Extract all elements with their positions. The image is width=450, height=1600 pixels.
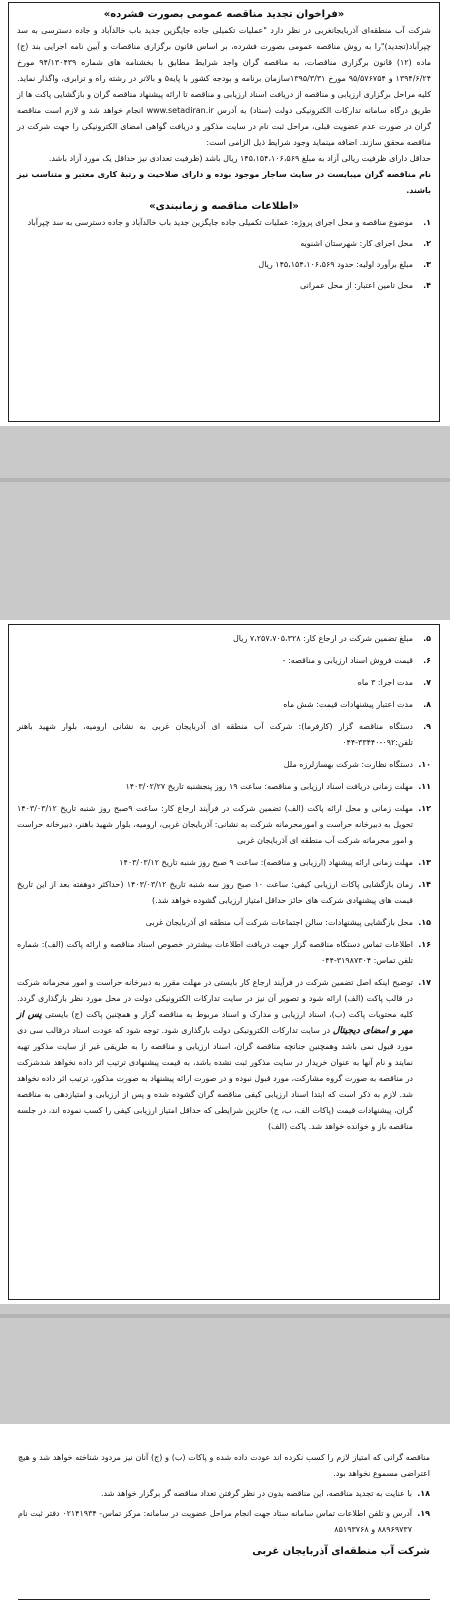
notice-intro: شرکت آب منطقه‌ای آذربایجانغربی در نظر دارد "عملیات تکمیلی جاده جایگزین جدید باب خالدآباد و جاده دسترسی به سد چپرآباد(تجدید)"را به روش مناقصه عمومی بصورت فشرده، بر اساس قانون برگزاری مناقصات و آیین نامه اجرایی بند (ج) ماده (۱۲) قانون برگزاری مناقصات، به مناقصه گران واجد شرایط مطابق با بخشنامه های شماره ۹۴/۱۳۰۴۳۹ مورخ ۱۳۹۴/۶/۲۴ و ۹۵/۵۷۶۷۵۴ مورخ ۱۳۹۵/۳/۳۱سازمان برنامه و بودجه کشور با پایه۵ و بالاتر در رشته راه و ترابری، واگذار نماید. کلیه مراحل برگزاری ارزیابی و مناقصه از دریافت اسناد ارزیابی و مناقصه تا ارائه پیشنهاد مناقصه گران و بازگشایی پاکت ها از طریق درگاه سامانه تدارکات الکترونیکی دولت (ستاد) به آدرس www.setadiran.ir انجام خواهد شد و لازم است مناقصه گران در صورت عدم عضویت قبلی، مراحل ثبت نام در سایت مذکور و دریافت گواهی امضای الکترونیکی را جهت شرکت در مناقصه محقق سازند. اضافه مینماید وجود شرایط ذیل الزامی است:: [17, 26, 431, 147]
item-text: مبلغ تضمین شرکت در ارجاع کار: ۷،۲۵۷،۷۰۵،۳۲۸ ریال: [232, 634, 413, 643]
condition-sajar: نام مناقصه گران میبایست در سایت ساجار موجود بوده و دارای صلاحیت و رتبهٔ کاری معتبر و متناسب نیز باشند.: [17, 170, 431, 195]
item-number: ۵.: [423, 634, 431, 643]
item-text: اطلاعات تماس دستگاه مناقصه گزار جهت دریافت اطلاعات بیشتردر خصوص اسناد مناقصه و ارائه پاکت (الف): شماره تلفن تماس: ۳۱۹۸۷۳۰۴-۰۴۴: [17, 940, 413, 965]
item-text: مدت اجرا: ۳ ماه: [357, 678, 413, 687]
item-number: ۱۲.: [418, 804, 431, 813]
list-item: [17, 697, 431, 713]
item-number: ۲.: [423, 239, 431, 248]
item-text: قیمت فروش اسناد ارزیابی و مناقصه: -: [282, 656, 413, 665]
item-text: موضوع مناقصه و محل اجرای پروژه: عملیات تکمیلی جاده جایگزین جدید باب خالدآباد و جاده دسترسی به سد چپرآباد: [27, 218, 413, 227]
list-item: [17, 675, 431, 691]
list-item: [17, 801, 431, 849]
item-text: مدت اعتبار پیشنهادات قیمت: شش ماه: [283, 700, 413, 709]
item-text: زمان بازگشایی پاکات ارزیابی کیفی: ساعت ۱۰ صبح روز سه شنبه تاریخ ۱۴۰۳/۰۳/۱۲ (حداکثر دوهفته بعد از این تاریخ قیمت های پیشنهادی شرکت های حائز حداقل امتیاز ارزیابی گشوده خواهد شد.): [17, 880, 414, 905]
item-number: ۱.: [423, 218, 431, 227]
issuer-signature: شرکت آب منطقه‌ای آذربایجان غربی: [252, 1546, 430, 1557]
item-number: ۳.: [423, 260, 431, 269]
item-number: ۱۸.: [417, 1489, 430, 1498]
item-text: با عنایت به تجدید مناقصه، این مناقصه بدون در نظر گرفتن تعداد مناقصه گر برگزار خواهد شد.: [100, 1489, 412, 1498]
list-item: [17, 855, 431, 871]
list-item: [18, 1506, 430, 1538]
list-item: [17, 257, 431, 273]
item-number: ۸.: [423, 700, 431, 709]
item-17-continuation: مناقصه گرانی که امتیاز لازم را کسب نکرده اند عودت داده شده و پاکات (ب) و (ج) آنان نیز مردود شناخته خواهد شد و هیچ اعتراضی مسموع نخواهد بود.: [18, 1453, 430, 1478]
list-item: [17, 215, 431, 231]
list-item: [17, 877, 431, 909]
notice-page-1: [8, 2, 440, 422]
notice-page-3: [8, 1428, 440, 1600]
list-item-17: [17, 975, 431, 1135]
item-number: ۱۰.: [418, 760, 431, 769]
item-number: ۱۶.: [418, 940, 431, 949]
page-gap: [0, 426, 450, 620]
list-item: [17, 236, 431, 252]
list-item: [17, 757, 431, 773]
list-item: [17, 631, 431, 647]
notice-page-2: [8, 624, 440, 1300]
list-item: [17, 915, 431, 931]
list-item: [17, 278, 431, 294]
item-text-emphasis: پس از مهر و امضای دیجیتال: [17, 1010, 413, 1036]
item-text: محل اجرای کار: شهرستان اشنویه: [300, 239, 413, 248]
item-number: ۴.: [423, 281, 431, 290]
item-text: مهلت زمانی و محل ارائه پاکت (الف) تضمین شرکت در فرآیند ارجاع کار: ساعت ۹صبح روز شنبه تاریخ ۱۴۰۳/۰۳/۱۲ تحویل به دبیرخانه حراست و امورمحرمانه شرکت به نشانی: آذربایجان غربی، ارومیه، بلوار شهید باهنر، دبیرخانه حراست و امور محرمانه شرکت آب منطقه ای آذربایجان غربی: [17, 804, 413, 845]
list-item: [18, 1486, 430, 1502]
page-divider: [0, 478, 450, 482]
item-number: ۱۷.: [418, 978, 431, 987]
item-text: محل بازگشایی پیشنهادات: سالن اجتماعات شرکت آب منطقه ای آذربایجان غربی: [145, 918, 413, 927]
item-number: ۱۵.: [418, 918, 431, 927]
list-item: [17, 719, 431, 751]
item-text: مهلت زمانی ارائه پیشنهاد (ارزیابی و مناقصه): ساعت ۹ صبح روز شنبه تاریخ ۱۴۰۳/۰۳/۱۲: [119, 858, 413, 867]
item-number: ۷.: [423, 678, 431, 687]
item-number: ۱۹.: [417, 1509, 430, 1518]
item-number: ۶.: [423, 656, 431, 665]
item-number: ۱۱.: [418, 782, 431, 791]
section-subtitle: «اطلاعات مناقصه و زمانبندی»: [149, 201, 299, 212]
item-text: دستگاه نظارت: شرکت بهسازلرزه ملل: [283, 760, 413, 769]
tender-schedule-list: [17, 631, 431, 1135]
list-item: [17, 653, 431, 669]
page-gap: [0, 1304, 450, 1424]
item-text: مبلغ برآورد اولیه: حدود ۱۴۵،۱۵۴،۱۰۶،۵۶۹ ریال: [258, 260, 413, 269]
item-text: مهلت زمانی دریافت اسناد ارزیابی و مناقصه: ساعت ۱۹ روز پنجشنبه تاریخ ۱۴۰۳/۰۲/۲۷: [125, 782, 413, 791]
item-text: آدرس و تلفن اطلاعات تماس سامانه ستاد جهت انجام مراحل عضویت در سامانه: مرکز تماس- ۰۲۱۴۱۹۳۴ دفتر ثبت نام ۸۸۹۶۹۷۳۷ و ۸۵۱۹۳۷۶۸: [18, 1509, 413, 1534]
page-divider: [0, 1314, 450, 1318]
item-text: دستگاه مناقصه گزار (کارفرما): شرکت آب منطقه ای آذربایجان غربی به نشانی ارومیه، بلوار شهید باهنر تلفن:۰۹۲-۳۳۴۴۰-۰۴۴: [17, 722, 413, 747]
list-item: [17, 937, 431, 969]
item-text: محل تامین اعتبار: از محل عمرانی: [299, 281, 413, 290]
final-items-list: [18, 1486, 430, 1538]
condition-capacity: حداقل دارای ظرفیت ریالی آزاد به مبلغ ۱۴۵،۱۵۴،۱۰۶،۵۶۹ ریال باشد (ظرفیت تعدادی نیز حداقل یک مورد آزاد باشد.: [48, 154, 431, 163]
item-number: ۹.: [423, 722, 431, 731]
item-number: ۱۴.: [418, 880, 431, 889]
item-text-part1: توضیح اینکه اصل تضمین شرکت در فرآیند ارجاع کار بایستی در مهلت مقرر به دبیرخانه حراست و امور محرمانه شرکت در قالب پاکت (الف) ارائه شود و تصویر آن نیز در سایت تدارکات الکترونیکی دولت در محل مورد نظر بارگذاری گردد. کلیه محتویات پاکت (ب)، اسناد ارزیابی و مدارک و اسناد مربوط به مناقصه گزار و همچنین پاکت (ج) بایستی: [17, 978, 413, 1019]
item-text-part2: در سایت تدارکات الکترونیکی دولت بارگذاری شود. توجه شود که عودت اسناد درقالب سی دی مورد قبول نمی باشد وهمچنین جنانچه مناقصه گران، اسناد ارزیابی و مناقصه را به طریقی غیر از سایت مذکور تهیه نمایند و نام آنها به عنوان خریدار در سایت مذکور ثبت نشده باشد، به قیمت پیشنهادی ترتیب اثر داده نخواهد شدشرکت در مناقصه به صورت گروه مشارکت، مورد قبول نبوده و در صورت ارائه پیشنهاد به صورت مذکور، ترتیب اثر داده نخواهد شد. لازم به ذکر است که ابتدا اسناد ارزیابی کیفی مناقصه گران گشوده شده و پس از ارزیابی و امتیازدهی به مناقصه گران، پیشنهادات قیمت (پاکات الف، ب، ج) حائزین شرایطی که حداقل امتیاز ارزیابی کیفی را کسب نموده اند، در جلسه مناقصه باز و خوانده خواهد شد. پاکت (الف): [17, 1026, 413, 1131]
notice-title: «فراخوان تجدید مناقصه عمومی بصورت فشرده»: [103, 9, 345, 20]
list-item: [17, 779, 431, 795]
tender-info-list: [17, 215, 431, 294]
item-number: ۱۳.: [418, 858, 431, 867]
